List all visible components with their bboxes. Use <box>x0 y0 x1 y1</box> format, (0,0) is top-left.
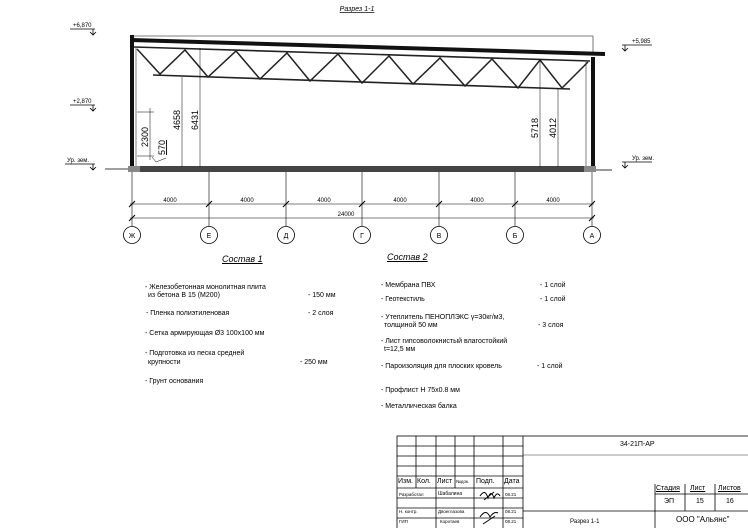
stamp-header-kol: Кол. <box>417 478 431 485</box>
stamp-header-date: Дата <box>504 478 520 485</box>
comp1-item1-line1: - Железобетонная монолитная плита <box>145 284 266 291</box>
dim-570: 570 <box>157 139 167 155</box>
comp1-item4-value: - 250 мм <box>300 359 328 366</box>
comp1-item3: - Сетка армирующая Ø3 100х100 мм <box>145 330 265 337</box>
dim-span-5: 4000 <box>470 198 484 204</box>
sheets-label: Листов <box>718 485 741 492</box>
grid-lines <box>129 172 595 226</box>
dim-total: 24000 <box>337 212 355 218</box>
sheet-title: Разрез 1-1 <box>570 519 600 525</box>
comp1-item1-line2: из бетона В 15 (М200) <box>148 292 220 299</box>
comp2-item2: - Геотекстиль <box>381 296 425 303</box>
dim-6431: 6431 <box>190 109 200 130</box>
dim-5718: 5718 <box>530 117 540 138</box>
level-top-left: +6,870 <box>73 23 92 29</box>
comp2-item1: - Мембрана ПВХ <box>381 282 436 289</box>
comp2-item6: - Профлист Н 75х0.8 мм <box>381 387 460 394</box>
level-ground-left: Ур. зем. <box>67 158 90 164</box>
dim-span-3: 4000 <box>317 198 331 204</box>
dim-4012: 4012 <box>548 117 558 138</box>
level-ground-right: Ур. зем. <box>632 156 655 162</box>
axis-label-zh: Ж <box>128 233 136 240</box>
dim-2300: 2300 <box>140 126 150 147</box>
drawing-title: Разрез 1-1 <box>339 6 375 13</box>
project-code: 34-21П-АР <box>620 441 655 448</box>
axis-label-g: Г <box>360 233 364 240</box>
comp2-item7: - Металлическая балка <box>381 403 457 410</box>
comp2-item3-line2: толщиной 50 мм <box>384 322 438 329</box>
sheets-value: 16 <box>726 498 734 505</box>
axis-label-b: Б <box>512 233 518 240</box>
axis-label-v: В <box>436 233 442 240</box>
comp2-item5-value: - 1 слой <box>537 363 563 370</box>
stamp-header-doc: №док. <box>456 479 470 484</box>
date-developer: 08.21 <box>505 492 517 497</box>
stamp-header-sign: Подп. <box>476 478 495 485</box>
company-name: ООО "Альянс" <box>676 515 730 524</box>
name-developer: Шабалина <box>438 491 463 497</box>
dim-span-1: 4000 <box>163 198 177 204</box>
comp2-item3-line1: - Утеплитель ПЕНОПЛЭКС γ=30кг/м3, <box>381 314 505 321</box>
dim-span-2: 4000 <box>240 198 254 204</box>
level-top-right: +5,985 <box>632 39 651 45</box>
comp2-item4-line2: t=12,5 мм <box>384 346 416 353</box>
axis-label-a: А <box>589 233 595 240</box>
level-mid-left: +2,870 <box>73 99 92 105</box>
axis-label-e: Е <box>206 233 212 240</box>
comp1-item4-line1: - Подготовка из песка средней <box>145 350 245 357</box>
comp2-item2-value: - 1 слой <box>540 296 566 303</box>
level-marker-top-left <box>65 29 655 170</box>
name-norm-control: Двоеглазова <box>438 509 465 514</box>
sheet-label: Лист <box>690 485 706 492</box>
name-gip: Коротаев <box>440 519 460 524</box>
date-gip: 08.21 <box>505 519 517 524</box>
date-norm-control: 08.21 <box>505 509 517 514</box>
comp1-item2: - Пленка полиэтиленовая <box>146 310 230 317</box>
comp1-item1-value: - 150 мм <box>308 292 336 299</box>
comp2-item3-value: - 3 слоя <box>538 322 564 329</box>
dim-span-4: 4000 <box>393 198 407 204</box>
composition2-title: Состав 2 <box>387 252 428 262</box>
comp2-item5: - Пароизоляция для плоских кровель <box>381 363 502 370</box>
role-gip: ГИП <box>399 519 408 524</box>
composition1-title: Состав 1 <box>222 254 263 264</box>
stage-label: Стадия <box>656 485 680 492</box>
stamp-header-izm: Изм. <box>398 478 413 485</box>
comp2-item4-line1: - Лист гипсоволокнистый влагостойкий <box>381 338 508 345</box>
comp2-item1-value: - 1 слой <box>540 282 566 289</box>
stage-value: ЭП <box>664 498 675 505</box>
sheet-value: 15 <box>696 498 704 505</box>
comp1-item5: - Грунт основания <box>145 378 204 385</box>
axis-label-d: Д <box>283 233 289 240</box>
role-norm-control: Н. контр. <box>399 509 418 514</box>
comp1-item2-value: - 2 слоя <box>308 310 334 317</box>
stamp-header-list: Лист <box>437 478 453 485</box>
dim-4658: 4658 <box>172 109 182 130</box>
dim-span-6: 4000 <box>546 198 560 204</box>
floor-slab <box>105 166 612 172</box>
role-developer: Разработал <box>399 492 424 497</box>
comp1-item4-line2: крупности <box>148 359 181 366</box>
